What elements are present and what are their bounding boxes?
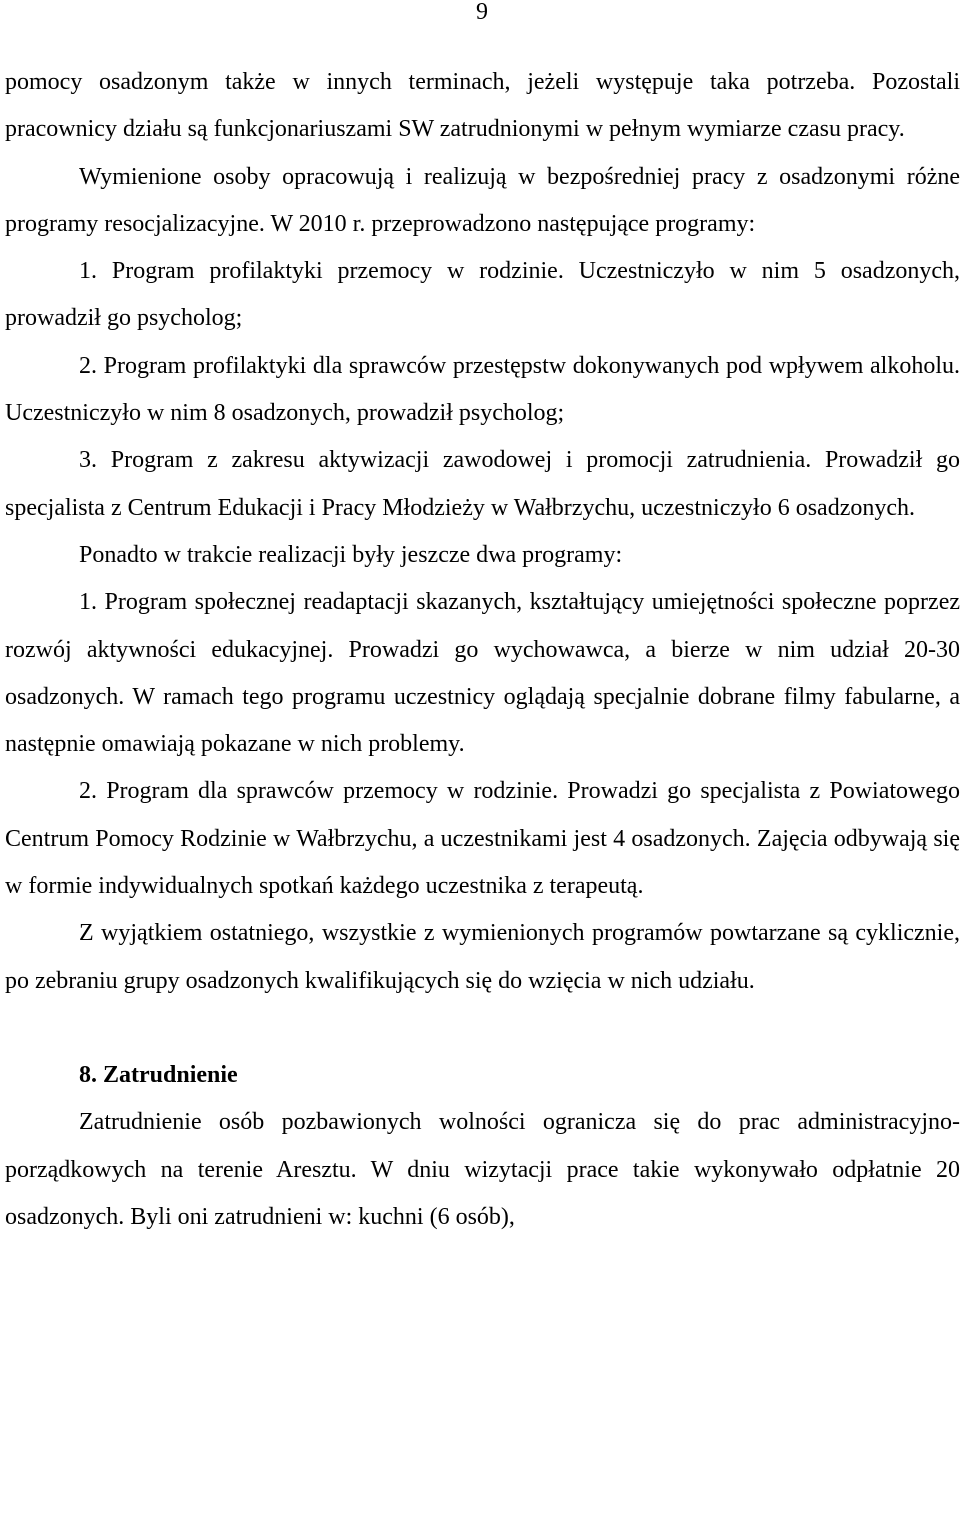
paragraph-programs-intro: Wymienione osoby opracowują i realizują w bezpośredniej pracy z osadzonymi różne programy resocjalizacyjne. W 2010 r. przeprowadzono następujące programy: [5, 163, 960, 237]
list-item-program-2: 2. Program profilaktyki dla sprawców przestępstw dokonywanych pod wpływem alkoholu. Uczestniczyło w nim 8 osadzonych, prowadził psycholog; [5, 352, 960, 427]
list-item-additional-program-1: 1. Program społecznej readaptacji skazanych, kształtujący umiejętności społeczne poprzez rozwój aktywności edukacyjnej. Prowadzi go wychowawca, a bierze w nim udział 20-30 osadzonych. W ramach tego programu uczestnicy oglądają specjalnie dobrane filmy fabularne, a następnie omawiają pokazane w nich problemy. [5, 589, 960, 758]
paragraph-employment: Zatrudnienie osób pozbawionych wolności ogranicza się do prac administracyjno-porządkowych na terenie Aresztu. W dniu wizytacji prace takie wykonywało odpłatnie 20 osadzonych. Byli oni zatrudnieni w: kuchni (6 osób), [5, 1109, 960, 1230]
paragraph-additional-programs: Ponadto w trakcie realizacji były jeszcze dwa programy: [79, 541, 623, 568]
paragraph-continuation: pomocy osadzonym także w innych terminach, jeżeli występuje taka potrzeba. Pozostali pracownicy działu są funkcjonariuszami SW zatrudnionymi w pełnym wymiarze czasu pracy. [5, 69, 960, 143]
list-item-program-3: 3. Program z zakresu aktywizacji zawodowej i promocji zatrudnienia. Prowadził go specjalista z Centrum Edukacji i Pracy Młodzieży w Wałbrzychu, uczestniczyło 6 osadzonych. [5, 447, 960, 521]
document-body [5, 59, 960, 1241]
list-item-additional-program-2: 2. Program dla sprawców przemocy w rodzinie. Prowadzi go specjalista z Powiatowego Centrum Pomocy Rodzinie w Wałbrzychu, a uczestnikami jest 4 osadzonych. Zajęcia odbywają się w formie indywidualnych spotkań każdego uczestnika z terapeutą. [5, 778, 960, 900]
list-item-program-1: 1. Program profilaktyki przemocy w rodzinie. Uczestniczyło w nim 5 osadzonych, prowadził go psycholog; [5, 258, 960, 332]
page-number: 9 [476, 0, 488, 25]
paragraph-cyclic-programs: Z wyjątkiem ostatniego, wszystkie z wymienionych programów powtarzane są cyklicznie, po zebraniu grupy osadzonych kwalifikujących się do wzięcia w nich udziału. [5, 920, 960, 994]
section-heading: 8. Zatrudnienie [79, 1061, 238, 1088]
